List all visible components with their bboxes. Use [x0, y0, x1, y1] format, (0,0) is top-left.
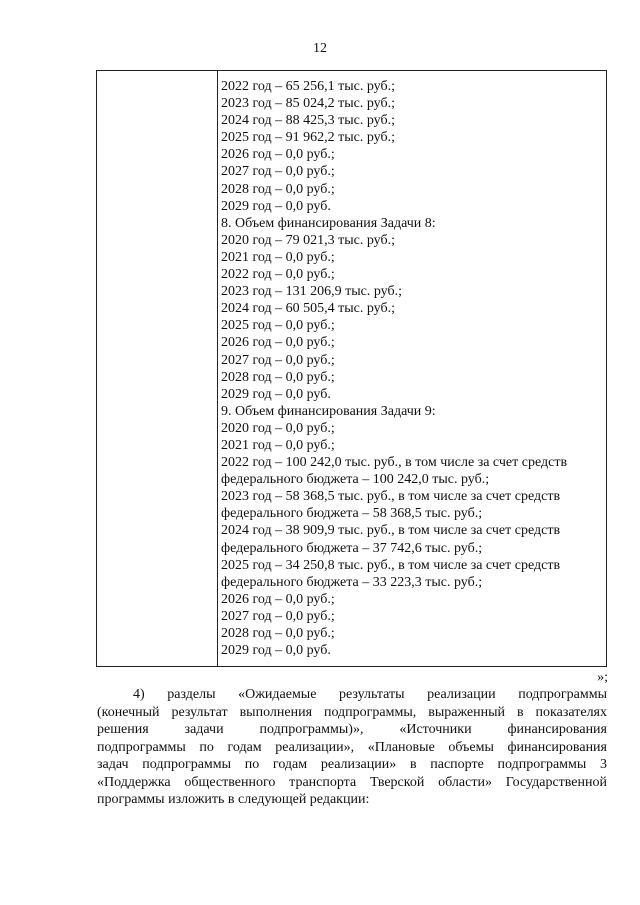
table-line: 2027 год – 0,0 руб.; [221, 164, 335, 180]
paragraph-line: программы изложить в следующей редакции: [97, 792, 370, 807]
table-line: 2022 год – 65 256,1 тыс. руб.; [221, 79, 395, 94]
table-line: 2027 год – 0,0 руб.; [221, 352, 335, 368]
table-line: 2028 год – 0,0 руб.; [221, 626, 335, 641]
financing-table [96, 70, 607, 667]
table-line: 9. Объем финансирования Задачи 9: [221, 403, 436, 419]
table-line: 2023 год – 58 368,5 тыс. руб., в том числе за счет средств [221, 489, 561, 505]
table-line: 2023 год – 85 024,2 тыс. руб.; [221, 96, 395, 112]
table-line: 8. Объем финансирования Задачи 8: [221, 215, 436, 231]
table-line: 2020 год – 0,0 руб.; [221, 420, 335, 436]
table-line: 2026 год – 0,0 руб.; [221, 147, 335, 163]
table-line: 2028 год – 0,0 руб.; [221, 181, 335, 197]
table-line: 2024 год – 60 505,4 тыс. руб.; [221, 301, 395, 317]
table-line: федерального бюджета – 37 742,6 тыс. руб.; [221, 540, 483, 556]
paragraph-line: (конечный результат выполнения подпрограммы, выраженный в показателях [97, 704, 607, 720]
table-line: 2029 год – 0,0 руб. [221, 643, 331, 659]
table-line: 2025 год – 0,0 руб.; [221, 318, 335, 334]
closing-quote-mark: »; [597, 670, 608, 685]
table-line: 2025 год – 91 962,2 тыс. руб.; [221, 130, 395, 146]
table-line: федерального бюджета – 58 368,5 тыс. руб.; [221, 506, 483, 522]
table-line: 2022 год – 0,0 руб.; [221, 267, 335, 283]
table-line: 2021 год – 0,0 руб.; [221, 249, 335, 265]
table-line: 2029 год – 0,0 руб. [221, 386, 331, 402]
table-line: 2026 год – 0,0 руб.; [221, 591, 335, 607]
paragraph-line: «Поддержка общественного транспорта Тверской области» Государственной [97, 774, 607, 790]
table-line: 2024 год – 88 425,3 тыс. руб.; [221, 113, 395, 129]
table-line: 2027 год – 0,0 руб.; [221, 608, 335, 624]
table-line: федерального бюджета – 33 223,3 тыс. руб.; [221, 574, 483, 590]
paragraph-line: 4) разделы «Ожидаемые результаты реализации подпрограммы [133, 687, 607, 702]
table-line: 2029 год – 0,0 руб. [221, 198, 331, 214]
table-column-divider [217, 71, 218, 666]
financing-table-cell [221, 78, 602, 659]
paragraph-line: решения задачи подпрограммы)», «Источники финансирования [97, 722, 607, 737]
table-line: 2026 год – 0,0 руб.; [221, 335, 335, 351]
table-line: 2023 год – 131 206,9 тыс. руб.; [221, 284, 402, 300]
table-line: 2028 год – 0,0 руб.; [221, 369, 335, 385]
page-number: 12 [313, 41, 327, 56]
table-line: 2025 год – 34 250,8 тыс. руб., в том числе за счет средств [221, 557, 561, 573]
table-line: 2021 год – 0,0 руб.; [221, 437, 335, 453]
paragraph-line: задач подпрограммы по годам реализации» в паспорте подпрограммы 3 [97, 757, 607, 772]
table-line: 2024 год – 38 909,9 тыс. руб., в том числе за счет средств [221, 523, 561, 539]
amendment-paragraph [97, 686, 607, 809]
paragraph-line: подпрограммы по годам реализации», «Плановые объемы финансирования [97, 739, 607, 755]
table-line: 2020 год – 79 021,3 тыс. руб.; [221, 232, 395, 248]
table-line: федерального бюджета – 100 242,0 тыс. руб.; [221, 472, 490, 488]
table-line: 2022 год – 100 242,0 тыс. руб., в том числе за счет средств [221, 455, 568, 471]
